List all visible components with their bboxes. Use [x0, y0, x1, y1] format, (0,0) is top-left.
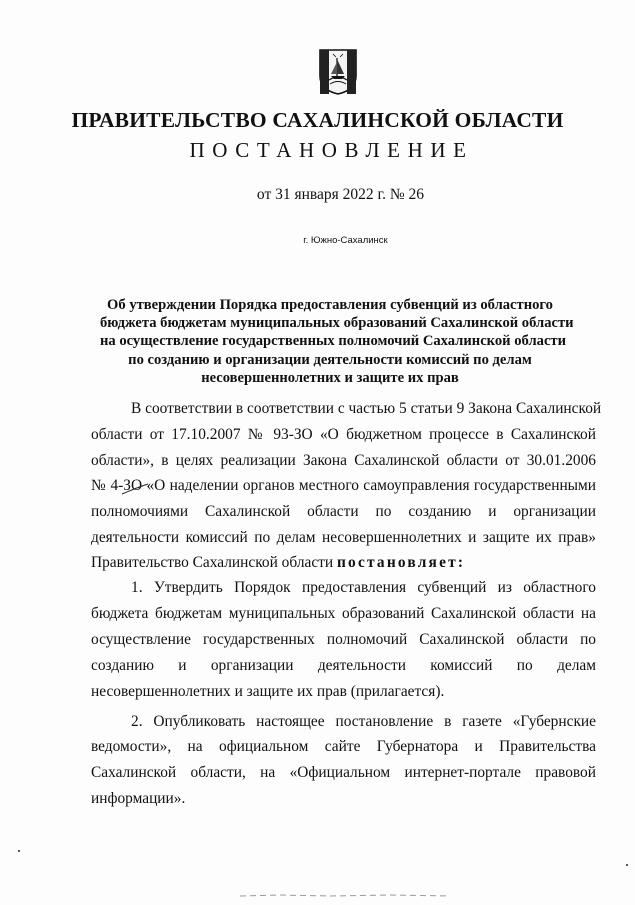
pen-scribble-mark: [118, 478, 178, 498]
preamble-line: В соответствии в соответствии с частью 5 статьи 9 Закона Сахалинской: [131, 400, 602, 417]
item1-line: осуществление государственных полномочий Сахалинской области по: [91, 631, 596, 648]
item2-line: Сахалинской области, на «Официальном интернет-портале правовой: [91, 764, 596, 781]
preamble-line: деятельности комиссий по делам несовершеннолетних и защите их прав»: [91, 529, 596, 546]
heading-line: бюджета бюджетам муниципальных образований Сахалинской области: [100, 315, 574, 332]
preamble-line: № 4-ЗО «О наделении органов местного самоуправления государственными: [91, 477, 596, 494]
preamble-line: области», в целях реализации Закона Сахалинской области от 30.01.2006: [91, 452, 596, 469]
preamble-line: области от 17.10.2007 № 93-ЗО «О бюджетном процессе в Сахалинской: [91, 426, 596, 443]
document-heading: [100, 296, 574, 387]
document-date-number: от 31 января 2022 г. № 26: [256, 186, 425, 203]
scan-speck: [626, 864, 628, 866]
preamble-line: полномочиями Сахалинской области по созданию и организации: [91, 503, 596, 520]
heading-line: несовершеннолетних и защите их прав: [201, 369, 459, 386]
item1-line: несовершеннолетних и защите их прав (прилагается).: [91, 683, 445, 700]
resolving-prefix: Правительство Сахалинской области: [91, 554, 334, 571]
heading-line: на осуществление государственных полномочий Сахалинской области: [100, 333, 567, 350]
document-city: г. Южно-Сахалинск: [303, 235, 388, 246]
resolving-line: [91, 553, 596, 573]
item1-line: 1. Утвердить Порядок предоставления субвенций из областного: [131, 579, 596, 596]
sakhalin-coat-of-arms-icon: [316, 46, 360, 96]
document-type: ПОСТАНОВЛЕНИЕ: [189, 138, 474, 162]
item2-line: информации».: [91, 790, 186, 807]
item1-line: бюджета бюджетам муниципальных образований Сахалинской области на: [91, 605, 596, 622]
scan-speck: [18, 850, 20, 852]
heading-line: по созданию и организации деятельности комиссий по делам: [128, 351, 532, 368]
item1-line: созданию и организации деятельности комиссий по делам: [91, 657, 596, 674]
heading-line: Об утверждении Порядка предоставления субвенций из областного: [107, 297, 553, 313]
resolving-word: постановляет:: [336, 554, 466, 571]
item2-line: 2. Опубликовать настоящее постановление в газете «Губернские: [131, 713, 596, 730]
organization-title: ПРАВИТЕЛЬСТВО САХАЛИНСКОЙ ОБЛАСТИ: [71, 108, 564, 132]
scan-smudge: [240, 892, 450, 898]
item2-line: ведомости», на официальном сайте Губернатора и Правительства: [91, 738, 596, 755]
